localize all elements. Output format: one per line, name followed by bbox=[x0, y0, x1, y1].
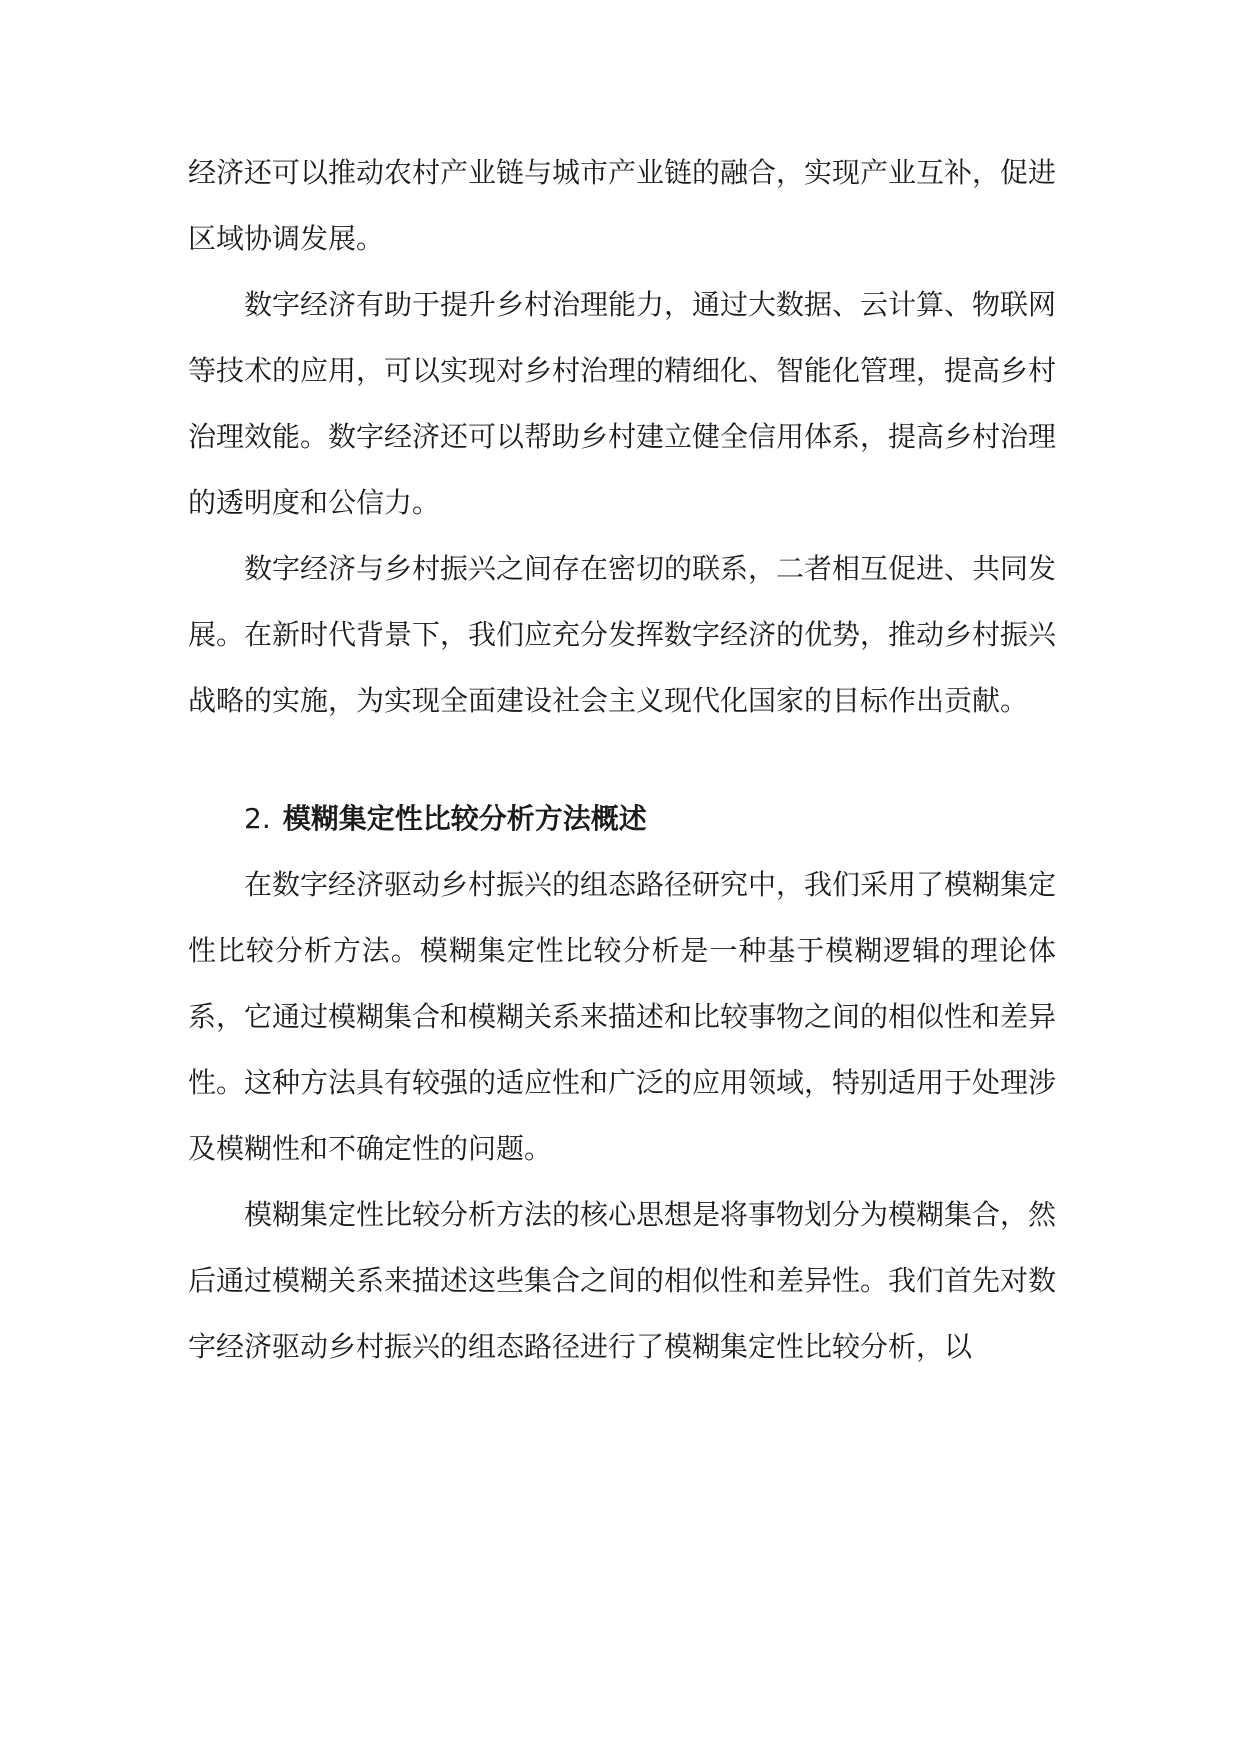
document-body bbox=[188, 140, 1056, 1380]
paragraph: 在数字经济驱动乡村振兴的组态路径研究中，我们采用了模糊集定性比较分析方法。模糊集定性比较分析是一种基于模糊逻辑的理论体系，它通过模糊集合和模糊关系来描述和比较事物之间的相似性和差异性。这种方法具有较强的适应性和广泛的应用领域，特别适用于处理涉及模糊性和不确定性的问题。 bbox=[188, 868, 1057, 1165]
paragraph: 经济还可以推动农村产业链与城市产业链的融合，实现产业互补，促进区域协调发展。 bbox=[188, 156, 1057, 255]
section-title: 模糊集定性比较分析方法概述 bbox=[282, 802, 647, 835]
paragraph: 数字经济有助于提升乡村治理能力，通过大数据、云计算、物联网等技术的应用，可以实现对乡村治理的精细化、智能化管理，提高乡村治理效能。数字经济还可以帮助乡村建立健全信用体系，提高乡村治理的透明度和公信力。 bbox=[188, 288, 1057, 519]
section-heading bbox=[188, 786, 1056, 852]
paragraph: 模糊集定性比较分析方法的核心思想是将事物划分为模糊集合，然后通过模糊关系来描述这些集合之间的相似性和差异性。我们首先对数字经济驱动乡村振兴的组态路径进行了模糊集定性比较分析，以 bbox=[188, 1198, 1057, 1363]
paragraph: 数字经济与乡村振兴之间存在密切的联系，二者相互促进、共同发展。在新时代背景下，我们应充分发挥数字经济的优势，推动乡村振兴战略的实施，为实现全面建设社会主义现代化国家的目标作出贡献。 bbox=[188, 552, 1057, 717]
section-number: 2. bbox=[244, 802, 271, 835]
